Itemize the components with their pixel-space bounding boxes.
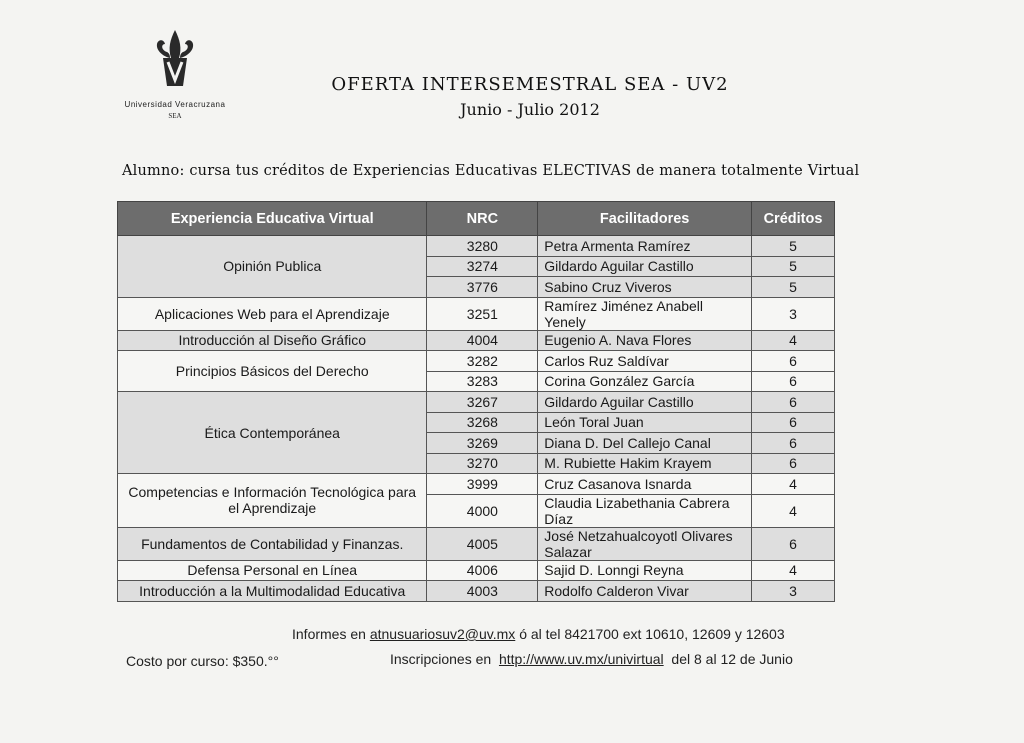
credits-cell: 6 — [752, 371, 835, 392]
table-row — [118, 351, 835, 372]
table-row — [118, 527, 835, 560]
facilitator-cell: Diana D. Del Callejo Canal — [538, 433, 752, 454]
info-suffix: ó al tel 8421700 ext 10610, 12609 y 12603 — [519, 626, 785, 642]
header-nrc: NRC — [427, 202, 538, 236]
contact-email-link[interactable]: atnusuariosuv2@uv.mx — [369, 626, 516, 642]
facilitator-cell: Ramírez Jiménez Anabell Yenely — [538, 297, 752, 330]
table-header-row — [118, 202, 835, 236]
table-row — [118, 581, 835, 602]
header-credits: Créditos — [752, 202, 835, 236]
contact-info — [292, 626, 785, 642]
nrc-cell: 3269 — [427, 433, 538, 454]
course-name-cell: Defensa Personal en Línea — [118, 560, 427, 581]
table-row — [118, 474, 835, 495]
nrc-cell: 3283 — [427, 371, 538, 392]
credits-cell: 4 — [752, 330, 835, 351]
table-row — [118, 392, 835, 413]
credits-cell: 6 — [752, 412, 835, 433]
nrc-cell: 4003 — [427, 581, 538, 602]
course-name-cell: Principios Básicos del Derecho — [118, 351, 427, 392]
university-logo — [110, 28, 240, 120]
facilitator-cell: Gildardo Aguilar Castillo — [538, 392, 752, 413]
course-name-cell: Competencias e Información Tecnológica para el Aprendizaje — [118, 474, 427, 528]
table-row — [118, 560, 835, 581]
facilitator-cell: León Toral Juan — [538, 412, 752, 433]
course-cost: Costo por curso: $350.°° — [126, 653, 279, 669]
facilitator-cell: M. Rubiette Hakim Krayem — [538, 453, 752, 474]
credits-cell: 6 — [752, 392, 835, 413]
course-name-cell: Introducción al Diseño Gráfico — [118, 330, 427, 351]
courses-table — [117, 201, 835, 602]
nrc-cell: 3274 — [427, 256, 538, 277]
table-row — [118, 236, 835, 257]
credits-cell: 6 — [752, 453, 835, 474]
nrc-cell: 3999 — [427, 474, 538, 495]
facilitator-cell: Corina González García — [538, 371, 752, 392]
nrc-cell: 4005 — [427, 527, 538, 560]
inscriptions-info — [390, 651, 793, 667]
course-name-cell: Introducción a la Multimodalidad Educativa — [118, 581, 427, 602]
header-facilitators: Facilitadores — [538, 202, 752, 236]
credits-cell: 4 — [752, 560, 835, 581]
nrc-cell: 4000 — [427, 494, 538, 527]
univirtual-link[interactable]: http://www.uv.mx/univirtual — [498, 651, 664, 667]
nrc-cell: 3270 — [427, 453, 538, 474]
course-name-cell: Ética Contemporánea — [118, 392, 427, 474]
credits-cell: 5 — [752, 277, 835, 298]
course-name-cell: Opinión Publica — [118, 236, 427, 298]
university-name: Universidad Veracruzana — [124, 100, 226, 109]
nrc-cell: 3268 — [427, 412, 538, 433]
university-unit: SEA — [168, 112, 182, 120]
page-title: OFERTA INTERSEMESTRAL SEA - UV2 — [331, 74, 729, 95]
credits-cell: 3 — [752, 581, 835, 602]
nrc-cell: 3251 — [427, 297, 538, 330]
inscriptions-suffix: del 8 al 12 de Junio — [671, 651, 793, 667]
credits-cell: 6 — [752, 351, 835, 372]
facilitator-cell: Eugenio A. Nava Flores — [538, 330, 752, 351]
nrc-cell: 3282 — [427, 351, 538, 372]
nrc-cell: 3267 — [427, 392, 538, 413]
page-subtitle: Junio - Julio 2012 — [460, 100, 600, 119]
table-row — [118, 297, 835, 330]
nrc-cell: 3280 — [427, 236, 538, 257]
header-course: Experiencia Educativa Virtual — [118, 202, 427, 236]
credits-cell: 5 — [752, 256, 835, 277]
fleur-de-lis-icon — [153, 28, 197, 90]
table-row — [118, 330, 835, 351]
facilitator-cell: Petra Armenta Ramírez — [538, 236, 752, 257]
intro-text: Alumno: cursa tus créditos de Experiencias Educativas ELECTIVAS de manera totalmente Virtual — [122, 163, 860, 179]
credits-cell: 4 — [752, 494, 835, 527]
facilitator-cell: Sajid D. Lonngi Reyna — [538, 560, 752, 581]
facilitator-cell: Carlos Ruz Saldívar — [538, 351, 752, 372]
credits-cell: 4 — [752, 474, 835, 495]
credits-cell: 5 — [752, 236, 835, 257]
facilitator-cell: Sabino Cruz Viveros — [538, 277, 752, 298]
course-name-cell: Fundamentos de Contabilidad y Finanzas. — [118, 527, 427, 560]
nrc-cell: 4004 — [427, 330, 538, 351]
facilitator-cell: Rodolfo Calderon Vivar — [538, 581, 752, 602]
facilitator-cell: José Netzahualcoyotl Olivares Salazar — [538, 527, 752, 560]
credits-cell: 6 — [752, 433, 835, 454]
nrc-cell: 3776 — [427, 277, 538, 298]
credits-cell: 6 — [752, 527, 835, 560]
facilitator-cell: Claudia Lizabethania Cabrera Díaz — [538, 494, 752, 527]
facilitator-cell: Cruz Casanova Isnarda — [538, 474, 752, 495]
nrc-cell: 4006 — [427, 560, 538, 581]
inscriptions-prefix: Inscripciones en — [390, 651, 492, 667]
credits-cell: 3 — [752, 297, 835, 330]
facilitator-cell: Gildardo Aguilar Castillo — [538, 256, 752, 277]
course-name-cell: Aplicaciones Web para el Aprendizaje — [118, 297, 427, 330]
info-prefix: Informes en — [292, 626, 366, 642]
